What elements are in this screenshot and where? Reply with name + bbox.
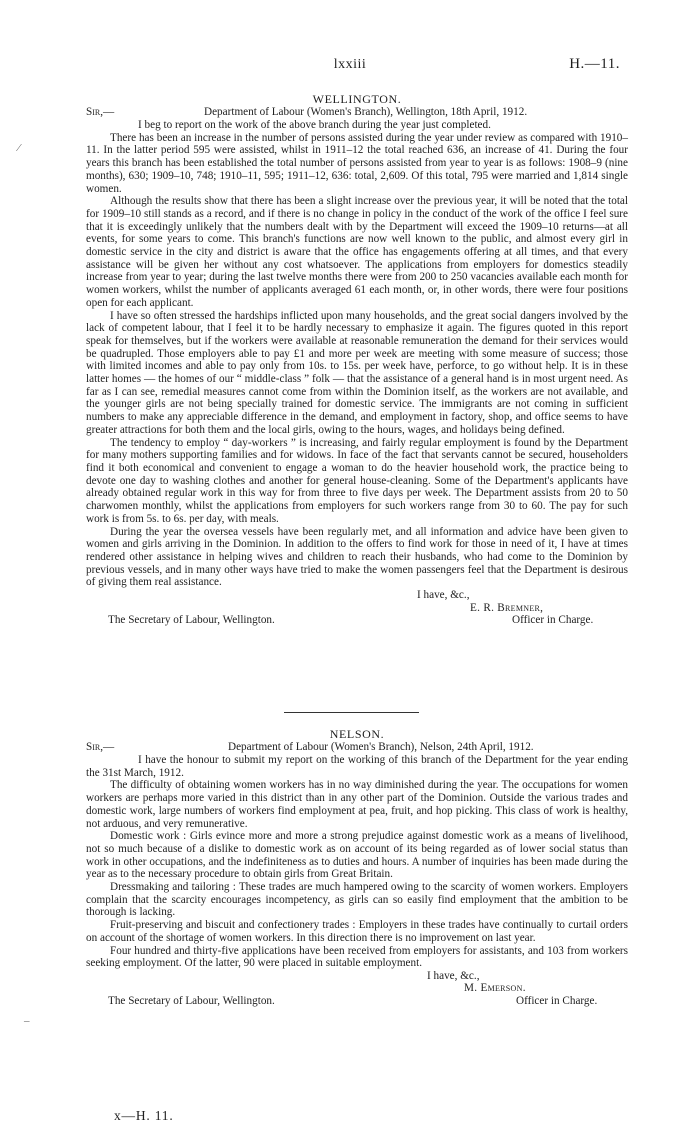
- nelson-report: [86, 728, 628, 1007]
- paragraph: Fruit-preserving and biscuit and confectionery trades : Employers in these trades have continually to curtail orders on account of the shortage of women workers. In this direction there is no improvement on last year.: [86, 919, 628, 944]
- closing: I have, &c.,: [427, 969, 480, 982]
- salutation: Sir,—: [86, 741, 115, 753]
- paragraph: I beg to report on the work of the above branch during the year just completed.: [138, 119, 491, 131]
- closing: I have, &c.,: [417, 589, 470, 602]
- addressee: The Secretary of Labour, Wellington.: [108, 614, 275, 627]
- paragraph: The difficulty of obtaining women workers has in no way diminished during the year. The occupations for women workers are perhaps more varied in this district than in any other part of the Dominion. Outside the various trades and domestic work, large numbers of workers find employment at pea, fruit, and hop picking. This class of work is healthy, not arduous, and very remunerative.: [86, 779, 628, 830]
- section-divider: [284, 712, 419, 713]
- salutation-line: [86, 741, 628, 754]
- addressee-line: [86, 995, 628, 1008]
- margin-mark: –: [24, 1015, 30, 1027]
- closing-line: [86, 970, 628, 983]
- paragraph: Domestic work : Girls evince more and more a strong prejudice against domestic work as a means of livelihood, not so much because of a dislike to domestic work as on account of its being regarded as of lower social status than work in other occupations, and the indefiniteness as to duties and hours. A number of inquiries has been made during the year as to the necessary procedure to obtain girls from Great Britain.: [86, 830, 628, 881]
- office-title: Officer in Charge.: [512, 614, 594, 627]
- footer-reference: x—H. 11.: [114, 1108, 174, 1123]
- paragraph: Dressmaking and tailoring : These trades are much hampered owing to the scarcity of women workers. Employers complain that the scarcity encourages incompetency, as girls can so easily find employment that the ambition to be thorough is lacking.: [86, 881, 628, 919]
- signatory: E. R. Bremner,: [470, 601, 544, 614]
- salutation: Sir,—: [86, 106, 115, 118]
- paragraph: The tendency to employ “ day-workers ” is increasing, and fairly regular employment is found by the Department for many mothers supporting families and for widows. In face of the fact that servants cannot be secured, householders find it both economical and convenient to engage a woman to do the heavier household work, the practice being to devote one day to washing clothes and another for general house-cleaning. Some of the Department's applicants have already obtained regular work in this way for from three to five days per week. The Department assists from 20 to 50 charwomen monthly, whilst the applications from employers for such workers range from 30 to 60. The pay for such work is from 5s. to 6s. per day, with meals.: [86, 436, 628, 525]
- section-title-nelson: NELSON.: [329, 727, 385, 741]
- section-title-wellington: WELLINGTON.: [312, 92, 402, 106]
- addressee: The Secretary of Labour, Wellington.: [108, 994, 275, 1007]
- office-title: Officer in Charge.: [516, 994, 598, 1007]
- closing-line: [86, 589, 628, 602]
- addressee-line: [86, 614, 628, 627]
- document-reference: H.—11.: [569, 56, 620, 72]
- paragraph: During the year the oversea vessels have been regularly met, and all information and advice have been given to women and girls arriving in the Dominion. In addition to the offers to find work for those in need of it, I have at times rendered other assistance in helping wives and children to reach their husbands, who had come to the Dominion by previous vessels, and in many other ways have tried to make the women passengers feel that the Department is desirous of giving them real assistance.: [86, 525, 628, 589]
- paragraph: There has been an increase in the number of persons assisted during the year under review as compared with 1910–11. In the latter period 595 were assisted, whilst in 1911–12 the total reached 636, an increase of 41. During the four years this branch has been established the total number of persons assisted from year to year is as follows: 1908–9 (nine months), 630; 1909–10, 748; 1910–11, 595; 1911–12, 636: total, 2,609. Of this total, 795 were married and 1,814 single women.: [86, 131, 628, 195]
- paragraph: Although the results show that there has been a slight increase over the previous year, it will be noted that the total for 1909–10 still stands as a record, and if there is no change in policy in the conduct of the work of the office I feel sure that it is exceedingly unlikely that the numbers dealt with by the Department will exceed the 1909–10 returns—at all events, for some years to come. This branch's functions are now well known to the public, and almost every girl in domestic service in the city and district is aware that the office has engagements offering at all times, and that every assistance will be given her without any cost whatsoever. The applications from employers for domestics steadily increase from year to year; during the last twelve months there were from 200 to 250 vacancies available each month for women workers, whilst the number of applicants averaged 61 each month, or, in other words, there were four positions open for each applicant.: [86, 195, 628, 309]
- salutation-line: [86, 106, 628, 119]
- dateline: Department of Labour (Women's Branch), Wellington, 18th April, 1912.: [204, 106, 528, 118]
- wellington-report: [86, 93, 628, 627]
- paragraph: I have the honour to submit my report on the working of this branch of the Department for the year ending the 31st March, 1912.: [86, 754, 628, 779]
- margin-mark: ⁄: [18, 142, 20, 154]
- paragraph: I have so often stressed the hardships inflicted upon many households, and the great social dangers involved by the lack of competent labour, that I feel it to be hardly necessary to emphasize it again. The figures quoted in this report speak for themselves, but if the workers were available at reasonable remuneration the demand for their services would be quadrupled. Those employers able to pay £1 and more per week are meeting with some measure of success; those with limited incomes and able to pay only from 10s. to 15s. per week have, perforce, to go without help. It is in these latter homes — the homes of our “ middle-class ” folk — that the assistance of a general hand is in most urgent need. As far as I can see, remedial measures cannot come from within the Dominion itself, as the workers are not available, and the younger girls are not being specially trained for domestic service. The immigrants are not coming in sufficient numbers to make any appreciable difference in the demand, and employment in factory, shop, and office seems to have greater attractions for both them and the local girls, owing to the hours, wages, and holidays being defined.: [86, 309, 628, 436]
- signature-line: [86, 982, 628, 995]
- signatory: M. Emerson.: [464, 982, 526, 995]
- page-number: lxxiii: [333, 57, 367, 72]
- paragraph: Four hundred and thirty-five applications have been received from employers for assistants, and 103 from workers seeking employment. Of the latter, 90 were placed in suitable employment.: [86, 944, 628, 970]
- dateline: Department of Labour (Women's Branch), Nelson, 24th April, 1912.: [228, 741, 534, 753]
- signature-line: [86, 602, 628, 615]
